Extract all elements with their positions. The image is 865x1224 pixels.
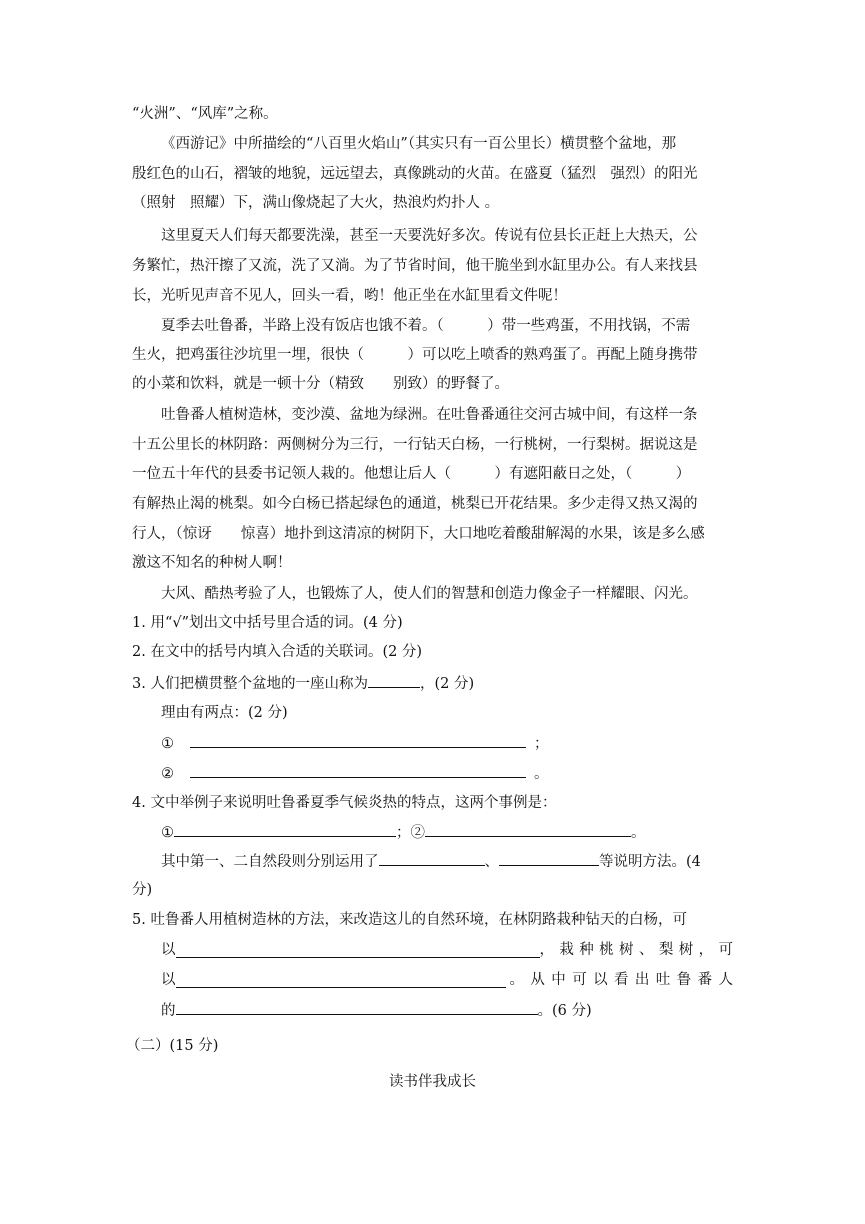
passage-line: “火洲”、“风库”之称。 [132,106,278,122]
passage-line: 《西游记》中所描绘的“八百里火焰山”（其实只有一百公里长）横贯整个盆地，那 [161,136,677,152]
answer-blank[interactable] [176,943,540,958]
passage-line: 的小菜和饮料，就是一顿十分（精致 别致）的野餐了。 [132,376,509,392]
methods-end: 等说明方法。(4 [599,854,701,870]
passage-line: 殷红色的山石，褶皱的地貌，远远望去，真像跳动的火苗。在盛夏（猛烈 强烈）的阳光 [132,166,698,182]
answer-blank[interactable] [190,763,526,778]
methods-sep: 、 [484,854,499,870]
question-3-score: ，(2 分) [419,676,475,692]
passage-line: 生火，把鸡蛋往沙坑里一埋，很快（ ）可以吃上喷香的熟鸡蛋了。再配上随身携带 [132,347,698,363]
passage-line: （照射 照耀）下，满山像烧起了大火，热浪灼灼扑人 。 [132,195,500,211]
question-3-text: 3. 人们把横贯整个盆地的一座山称为 [132,676,368,692]
question-5: 5. 吐鲁番人用植树造林的方法，来改造这儿的自然环境，在林阴路栽种钻天的白杨，可 [132,912,687,928]
q5-text: 以 [161,972,176,988]
reason-marker: ① [161,736,174,752]
reason-marker: ② [161,766,174,782]
question-4-examples [161,822,646,842]
question-5-row-2 [161,970,733,990]
passage-line: 行人，（惊讶 惊喜）地扑到这清凉的树阴下，大口地吃着酸甜解渴的水果，该是多么感 [132,526,705,542]
reason-1-row [161,733,549,753]
passage-line: 夏季去吐鲁番，半路上没有饭店也饿不着。（ ）带一些鸡蛋，不用找锅，不需 [161,318,691,334]
q5-text: 。从中可以看出吐鲁番人 [509,972,733,988]
q5-text: 以 [161,942,176,958]
answer-blank[interactable] [174,822,396,837]
question-5-row-3 [161,1000,592,1020]
passage-line: 务繁忙，热汗擦了又流，洗了又淌。为了节省时间，他干脆坐到水缸里办公。有人来找县 [132,258,698,274]
question-5-row-1 [161,940,733,960]
reason-end: ； [534,736,549,752]
section-2-header: （二）(15 分) [126,1038,219,1054]
question-4: 4. 文中举例子来说明吐鲁番夏季气候炎热的特点，这两个事例是： [132,795,557,811]
answer-blank[interactable] [425,822,631,837]
answer-blank[interactable] [176,973,506,988]
methods-text: 其中第一、二自然段则分别运用了 [161,854,379,870]
reason-end: 。 [534,766,549,782]
example-separator: ；② [396,825,425,841]
passage-line: 激这不知名的种树人啊！ [132,555,292,571]
example-end: 。 [631,825,646,841]
q5-text: 。(6 分) [537,1003,592,1019]
passage-line: 吐鲁番人植树造林，变沙漠、盆地为绿洲。在吐鲁番通往交河古城中间，有这样一条 [161,407,698,423]
q5-text: 的 [161,1003,176,1019]
answer-blank[interactable] [368,673,420,688]
passage-line: 大风、酷热考验了人，也锻炼了人，使人们的智慧和创造力像金子一样耀眼、闪光。 [161,586,698,602]
question-4-methods [161,851,701,871]
question-3 [132,673,474,693]
section-2-title: 读书伴我成长 [389,1074,476,1090]
passage-line: 十五公里长的林阴路：两侧树分为三行，一行钻天白杨，一行桃树，一行梨树。据说这是 [132,437,698,453]
answer-blank[interactable] [176,1000,538,1015]
passage-line: 有解热止渴的桃梨。如今白杨已搭起绿色的通道，桃梨已开花结果。多少走得又热又渴的 [132,496,698,512]
answer-blank[interactable] [499,851,599,866]
question-4-score: 分) [132,882,153,898]
question-3-reason: 理由有两点：(2 分) [161,705,288,721]
answer-blank[interactable] [379,851,485,866]
example-marker: ① [161,825,174,841]
question-2: 2. 在文中的括号内填入合适的关联词。(2 分) [132,644,423,660]
passage-line: 长，光听见声音不见人，回头一看，哟！他正坐在水缸里看文件呢！ [132,288,567,304]
answer-blank[interactable] [190,733,526,748]
q5-text: ，栽种桃树、梨树，可 [539,942,733,958]
question-1: 1. 用“√”划出文中括号里合适的词。(4 分) [132,615,403,631]
passage-line: 这里夏天人们每天都要洗澡，甚至一天要洗好多次。传说有位县长正赶上大热天，公 [161,228,698,244]
reason-2-row [161,763,549,783]
passage-line: 一位五十年代的县委书记领人栽的。他想让后人（ ）有遮阳蔽日之处，（ ） [132,466,691,482]
